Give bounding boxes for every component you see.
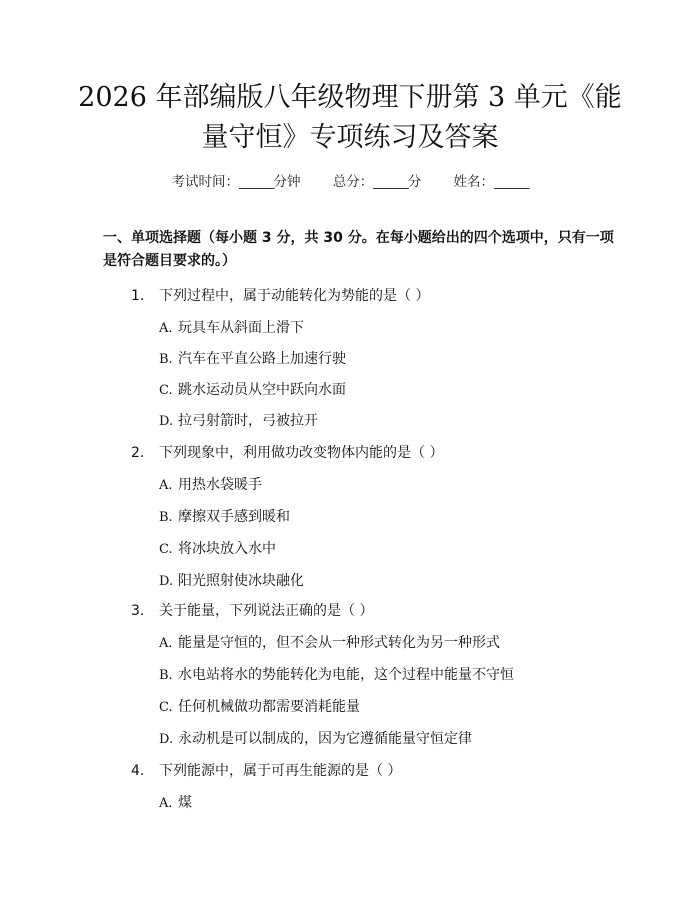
question-2: [131, 442, 443, 462]
option-text: 任何机械做功都需要消耗能量: [178, 699, 360, 715]
question-3-option-b: [159, 664, 514, 684]
question-4-option-a: [159, 792, 192, 812]
exam-time-label: 考试时间：: [171, 174, 239, 190]
question-2-option-b: [159, 506, 290, 526]
student-name: [454, 174, 529, 190]
option-letter: B.: [159, 668, 173, 683]
option-text: 能量是守恒的，但不会从一种形式转化为另一种形式: [178, 635, 500, 651]
question-3-option-a: [159, 632, 500, 652]
option-text: 拉弓射箭时，弓被拉开: [178, 413, 318, 429]
option-letter: A.: [159, 636, 173, 651]
option-text: 摩擦双手感到暖和: [178, 509, 290, 525]
question-number: 4.: [131, 763, 145, 779]
option-letter: C.: [159, 542, 173, 557]
question-3: [131, 600, 373, 620]
question-1-option-b: [159, 348, 346, 368]
question-3-option-d: [159, 728, 472, 748]
question-stem: 下列能源中，属于可再生能源的是（ ）: [159, 763, 402, 779]
name-blank: ______: [494, 174, 529, 190]
title-line-1: 2026 年部编版八年级物理下册第 3 单元《能: [78, 82, 622, 113]
option-letter: D.: [159, 414, 174, 429]
question-2-option-d: [159, 570, 304, 590]
question-2-option-c: [159, 538, 276, 558]
exam-info-line: [0, 170, 700, 190]
option-text: 汽车在平直公路上加速行驶: [178, 351, 346, 367]
option-letter: B.: [159, 510, 173, 525]
exam-time-unit: 分钟: [273, 174, 301, 190]
option-letter: D.: [159, 574, 174, 589]
option-text: 将冰块放入水中: [178, 541, 276, 557]
question-2-option-a: [159, 474, 262, 494]
question-1-option-a: [159, 317, 304, 337]
question-stem: 下列现象中，利用做功改变物体内能的是（ ）: [159, 445, 444, 461]
exam-time-blank: ______: [238, 174, 274, 190]
option-letter: C.: [159, 383, 173, 398]
question-stem: 关于能量，下列说法正确的是（ ）: [159, 603, 374, 619]
total-score-unit: 分: [407, 174, 422, 190]
question-1-option-d: [159, 410, 318, 430]
option-text: 用热水袋暖手: [178, 477, 262, 493]
option-letter: C.: [159, 700, 173, 715]
section-title: 一、单项选择题（每小题 3 分，共 30 分。在每小题给出的四个选项中，只有一项是符合题目要求的。）: [103, 230, 614, 269]
option-text: 永动机是可以制成的，因为它遵循能量守恒定律: [178, 731, 472, 747]
option-letter: A.: [159, 321, 173, 336]
option-letter: B.: [159, 352, 173, 367]
question-number: 1.: [131, 288, 145, 304]
question-3-option-c: [159, 696, 360, 716]
option-text: 水电站将水的势能转化为电能，这个过程中能量不守恒: [178, 667, 514, 683]
option-letter: A.: [159, 796, 173, 811]
title-line-2: 量守恒》专项练习及答案: [201, 122, 499, 153]
exam-time: [171, 174, 300, 190]
question-number: 3.: [131, 603, 145, 619]
option-text: 煤: [178, 795, 192, 811]
total-score-label: 总分：: [332, 174, 374, 190]
option-text: 跳水运动员从空中跃向水面: [178, 382, 346, 398]
question-stem: 下列过程中，属于动能转化为势能的是（ ）: [159, 288, 430, 304]
total-score-blank: ______: [373, 174, 408, 190]
option-letter: A.: [159, 478, 173, 493]
question-number: 2.: [131, 445, 145, 461]
name-label: 姓名：: [453, 174, 495, 190]
option-text: 阳光照射使冰块融化: [178, 573, 304, 589]
option-text: 玩具车从斜面上滑下: [178, 320, 304, 336]
total-score: [333, 174, 422, 190]
question-1: [131, 285, 429, 305]
question-4: [131, 760, 401, 780]
question-1-option-c: [159, 379, 346, 399]
option-letter: D.: [159, 732, 174, 747]
document-title: [60, 78, 640, 158]
